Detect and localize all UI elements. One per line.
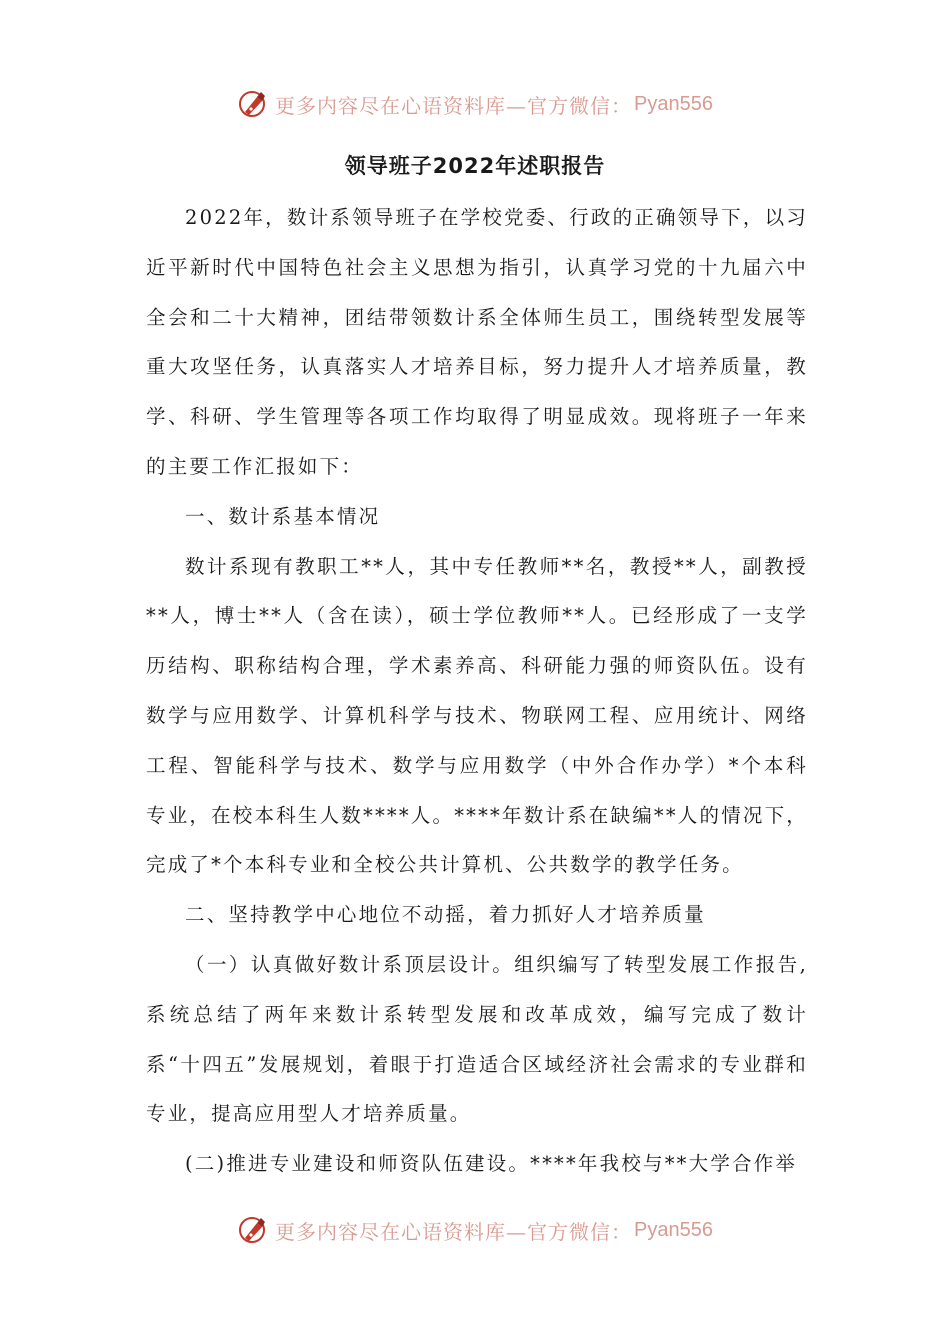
- pen-nib-logo-icon: [237, 1214, 269, 1246]
- document-body: [146, 193, 808, 1189]
- paragraph-top-level-design: （一）认真做好数计系顶层设计。组织编写了转型发展工作报告,系统总结了两年来数计系转型发展和改革成效，编写完成了数计系“十四五”发展规划，着眼于打造适合区域经济社会需求的专业群和专业，提高应用型人才培养质量。: [146, 952, 808, 1126]
- paragraph-intro: 2022年，数计系领导班子在学校党委、行政的正确领导下，以习近平新时代中国特色社会主义思想为指引，认真学习党的十九届六中全会和二十大精神，团结带领数计系全体师生员工，围绕转型发展等重大攻坚任务，认真落实人才培养目标，努力提升人才培养质量，教学、科研、学生管理等各项工作均取得了明显成效。现将班子一年来的主要工作汇报如下：: [146, 206, 808, 478]
- paragraph-major-construction: (二)推进专业建设和师资队伍建设。****年我校与**大学合作举: [185, 1152, 798, 1176]
- watermark-account: Pyan556: [634, 1218, 713, 1241]
- section-heading-1: 一、数计系基本情况: [185, 504, 381, 528]
- section-heading-2: 二、坚持教学中心地位不动摇，着力抓好人才培养质量: [185, 903, 706, 927]
- document-title: 领导班子2022年述职报告: [344, 154, 606, 178]
- watermark-account: Pyan556: [634, 92, 713, 115]
- watermark-text: 更多内容尽在心语资料库—官方微信：: [275, 1219, 633, 1244]
- pen-nib-logo-icon: [237, 88, 269, 120]
- watermark-banner-bottom: [0, 1210, 950, 1250]
- watermark-text: 更多内容尽在心语资料库—官方微信：: [275, 93, 633, 118]
- paragraph-basic-info: 数计系现有教职工**人，其中专任教师**名，教授**人，副教授**人，博士**人（含在读），硕士学位教师**人。已经形成了一支学历结构、职称结构合理，学术素养高、科研能力强的师资队伍。设有数学与应用数学、计算机科学与技术、物联网工程、应用统计、网络工程、智能科学与技术、数学与应用数学（中外合作办学）*个本科专业，在校本科生人数****人。****年数计系在缺编**人的情况下，完成了*个本科专业和全校公共计算机、公共数学的教学任务。: [146, 554, 809, 877]
- watermark-banner-top: [0, 84, 950, 124]
